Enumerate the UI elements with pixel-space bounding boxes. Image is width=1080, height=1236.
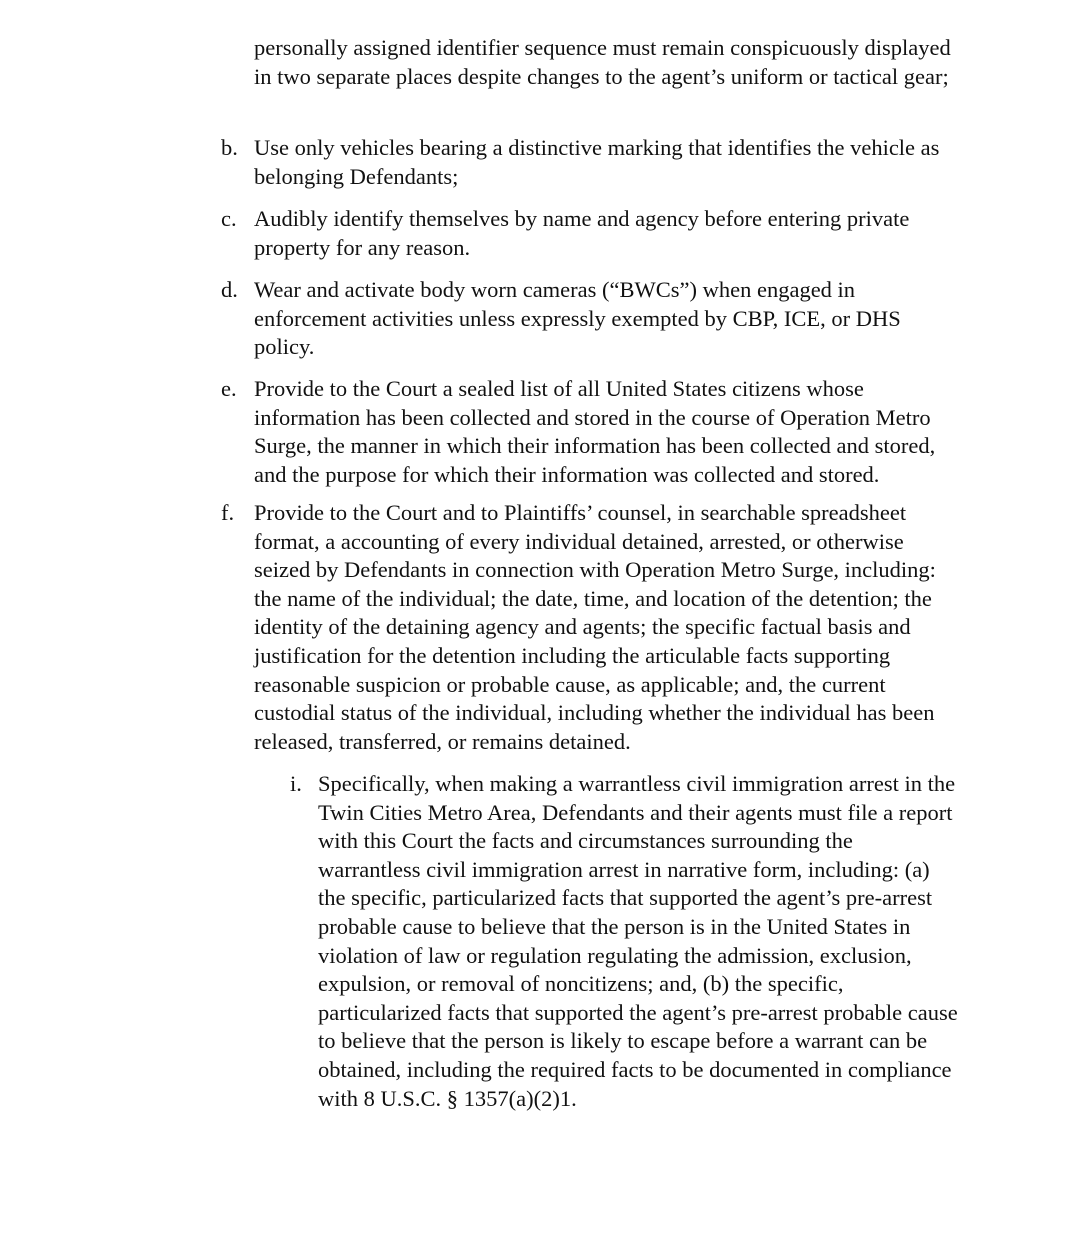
list-marker: f.: [221, 500, 235, 525]
list-marker: d.: [221, 277, 238, 302]
sub-list-item-text: Specifically, when making a warrantless civil immigration arrest in the Twin Cities Metro Area, Defendants and their agents must file a report with this Court the facts and circumstances surrounding the warrantless civil immigration arrest in narrative form, including: (a) the specific, particularized facts that supported the agent’s pre-arrest probable cause to believe that the person is in the United States in violation of law or regulation regulating the admission, exclusion, expulsion, or removal of noncitizens; and, (b) the specific, particularized facts that supported the agent’s pre-arrest probable cause to believe that the person is likely to escape before a warrant can be obtained, including the required facts to be documented in compliance with 8 U.S.C. § 1357(a)(2)1.: [318, 771, 958, 1111]
list-item-text: Provide to the Court a sealed list of all United States citizens whose information has been collected and stored in the course of Operation Metro Surge, the manner in which their information has been collected and stored, and the purpose for which their information was collected and stored.: [254, 376, 936, 487]
list-item-text: Provide to the Court and to Plaintiffs’ counsel, in searchable spreadsheet format, a accounting of every individual detained, arrested, or otherwise seized by Defendants in connection with Operation Metro Surge, including: the name of the individual; the date, time, and location of the detention; the identity of the detaining agency and agents; the specific factual basis and justification for the detention including the articulable facts supporting reasonable suspicion or probable cause, as applicable; and, the current custodial status of the individual, including whether the individual has been released, transferred, or remains detained.: [254, 500, 936, 754]
list-item-text: Use only vehicles bearing a distinctive marking that identifies the vehicle as belonging Defendants;: [254, 135, 940, 189]
list-marker: b.: [221, 135, 238, 160]
paragraph-text: personally assigned identifier sequence must remain conspicuously displayed in two separate places despite changes to the agent’s uniform or tactical gear;: [254, 35, 951, 89]
continuation-paragraph: [254, 34, 954, 91]
list-marker: e.: [221, 376, 237, 401]
sub-list-marker: i.: [290, 771, 302, 796]
list-item-text: Audibly identify themselves by name and agency before entering private property for any reason.: [254, 206, 910, 260]
list-item-text: Wear and activate body worn cameras (“BWCs”) when engaged in enforcement activities unless expressly exempted by CBP, ICE, or DHS policy.: [254, 277, 901, 360]
list-marker: c.: [221, 206, 237, 231]
